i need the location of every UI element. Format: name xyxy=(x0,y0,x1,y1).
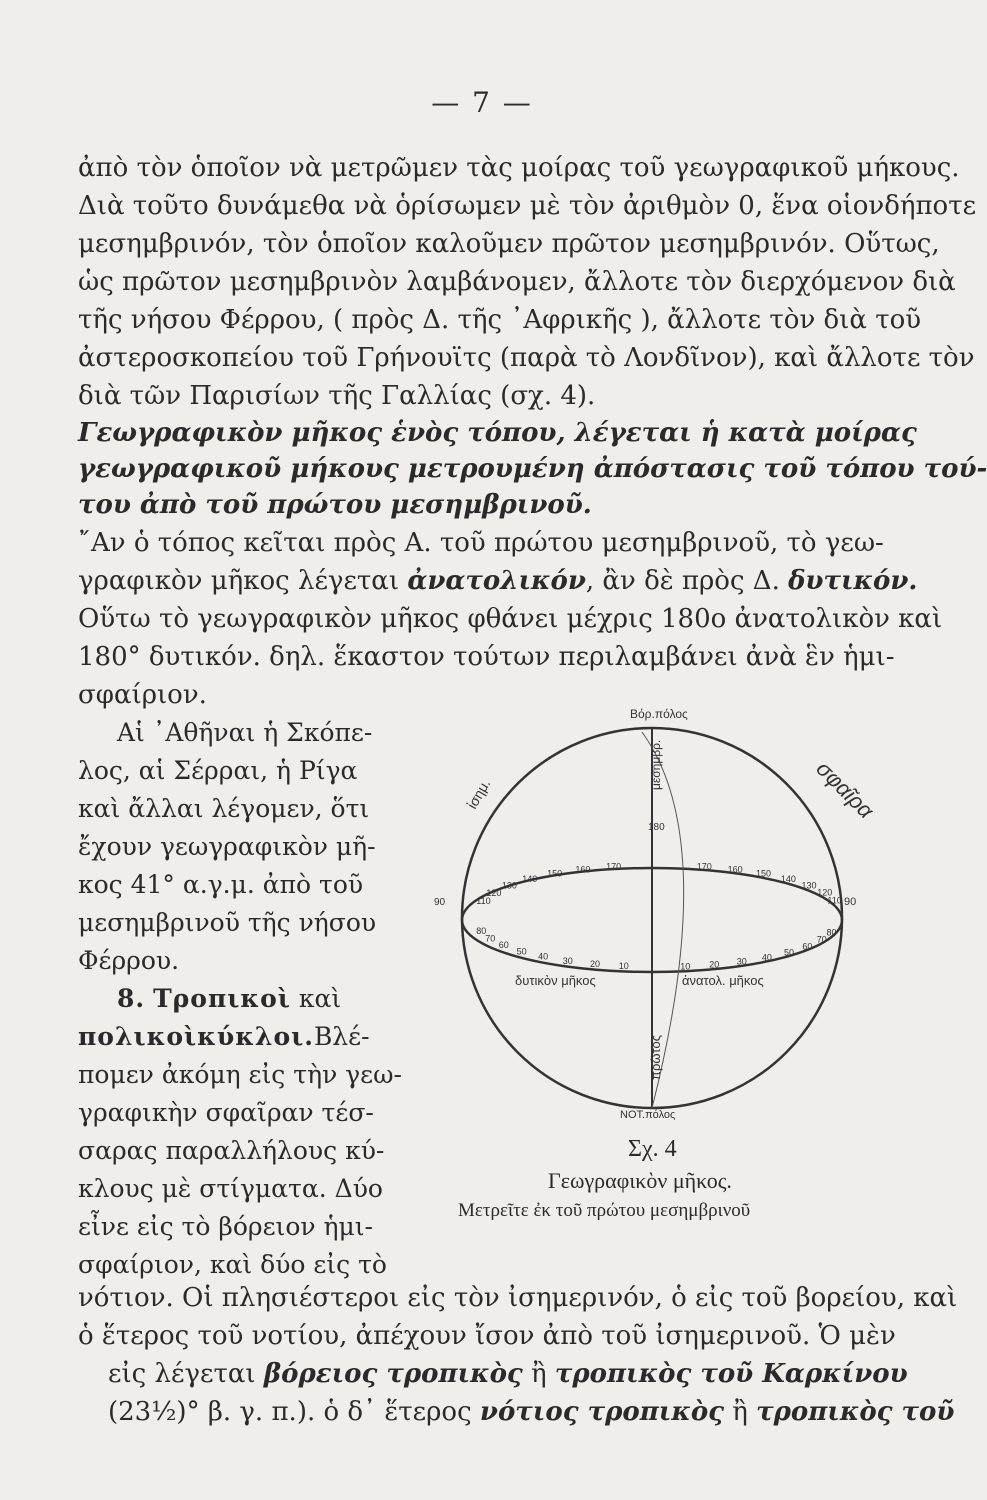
text-line: γραφικὸν μῆκος λέγεται ἀνατολικόν, ἂν δὲ πρὸς Δ. δυτικόν. xyxy=(78,566,918,596)
deg-90-right: 90 xyxy=(844,896,857,908)
text-line: ἀστεροσκοπείου τοῦ Γρήνουϊτς (παρὰ τὸ Λονδῖνον), καὶ ἄλλοτε τὸν xyxy=(78,343,975,373)
deg-180: 180 xyxy=(648,822,665,833)
degree-label: 80 xyxy=(826,927,837,938)
figure-subtitle: Μετρεῖτε ἐκ τοῦ πρώτου μεσημβρινοῦ xyxy=(458,1200,751,1221)
page-number: — 7 — xyxy=(431,86,533,119)
text-line: ῎Αν ὁ τόπος κεῖται πρὸς Α. τοῦ πρώτου μεσημβρινοῦ, τὸ γεω- xyxy=(78,528,884,558)
section-heading-line2: πολικοὶκύκλοι.Βλέ- xyxy=(78,1022,370,1051)
narrow-line: σφαίριον, καὶ δύο εἰς τὸ xyxy=(78,1250,387,1279)
degree-label: 40 xyxy=(761,952,772,963)
figure-title: Γεωγραφικὸν μῆκος. xyxy=(548,1168,732,1193)
degree-label: 30 xyxy=(562,956,573,966)
degree-label: 120 xyxy=(486,888,502,898)
text-line: μεσημβρινόν, τὸν ὁποῖον καλοῦμεν πρῶτον μεσημβρινόν. Οὕτως, xyxy=(78,229,940,259)
sphere-label: σφαῖρα xyxy=(811,755,879,824)
degree-label: 160 xyxy=(575,864,591,875)
degree-label: 40 xyxy=(538,951,549,962)
text-line: ὁ ἕτερος τοῦ νοτίου, ἀπέχουν ἴσον ἀπὸ τοῦ ἰσημερινοῦ. Ὁ μὲν xyxy=(78,1321,896,1351)
degree-label: 110 xyxy=(476,896,491,906)
narrow-line: σαρας παραλλήλους κύ- xyxy=(78,1136,385,1165)
degree-label: 70 xyxy=(816,934,827,945)
isemerinos-label: ἰσημ. xyxy=(463,776,494,812)
narrow-line: Αἱ ᾿Αθῆναι ἡ Σκόπε- xyxy=(117,718,373,747)
text-line: Διὰ τοῦτο δυνάμεθα νὰ ὁρίσωμεν μὲ τὸν ἀριθμὸν 0, ἕνα οἱονδήποτε xyxy=(78,191,977,221)
degree-label: 80 xyxy=(476,926,487,936)
text-line: (23½)° β. γ. π.). ὁ δ᾿ ἕτερος νότιος τροπικὸς ἢ τροπικὸς τοῦ xyxy=(108,1397,955,1427)
meridian-top-label: μεσημβρ. xyxy=(649,739,663,790)
text-line: τῆς νήσου Φέρρου, ( πρὸς Δ. τῆς ᾿Αφρικῆς ), ἄλλοτε τὸν διὰ τοῦ xyxy=(78,305,922,335)
narrow-line: Φέρρου. xyxy=(78,946,180,975)
sphere-figure xyxy=(420,690,880,1121)
definition-line: Γεωγραφικὸν μῆκος ἑνὸς τόπου, λέγεται ἡ κατὰ μοίρας xyxy=(78,418,917,448)
narrow-line: κος 41° α.γ.μ. ἀπὸ τοῦ xyxy=(78,870,364,899)
deg-90-left: 90 xyxy=(434,897,446,908)
text-line: νότιον. Οἱ πλησιέστεροι εἰς τὸν ἰσημερινόν, ὁ εἰς τοῦ βορείου, καὶ xyxy=(78,1283,958,1313)
degree-label: 10 xyxy=(680,961,691,972)
degree-label: 60 xyxy=(498,940,509,951)
degree-label: 130 xyxy=(501,880,517,891)
degree-label: 120 xyxy=(817,887,833,898)
degree-label: 150 xyxy=(547,868,563,879)
east-label: ἀνατολ. μῆκος xyxy=(682,973,764,988)
degree-label: 60 xyxy=(802,941,813,952)
figure-number: Σχ. 4 xyxy=(628,1136,677,1162)
degree-label: 50 xyxy=(516,946,527,957)
degree-label: 170 xyxy=(696,861,712,872)
text-line: σφαίριον. xyxy=(78,680,207,710)
degree-label: 160 xyxy=(727,864,743,875)
narrow-line: γραφικὴν σφαῖραν τέσ- xyxy=(78,1098,374,1127)
degree-labels xyxy=(476,861,841,971)
south-pole-label: ΝΟΤ.πόλος xyxy=(620,1109,676,1121)
degree-label: 30 xyxy=(736,956,747,967)
degree-label: 10 xyxy=(618,961,629,972)
north-pole-label: Βόρ.πόλος xyxy=(630,707,688,721)
text-line: Οὕτω τὸ γεωγραφικὸν μῆκος φθάνει μέχρις 180ο ἀνατολικὸν καὶ xyxy=(78,604,943,634)
degree-label: 110 xyxy=(827,895,842,906)
section-heading: 8. Τροπικοὶ καὶ xyxy=(117,984,342,1013)
degree-label: 50 xyxy=(784,947,795,958)
narrow-line: εἶνε εἰς τὸ βόρειον ἡμι- xyxy=(78,1212,374,1241)
meridian-bottom-label: πρῶτος xyxy=(648,1035,663,1080)
degree-label: 170 xyxy=(606,861,622,872)
narrow-line: καὶ ἄλλαι λέγομεν, ὅτι xyxy=(78,794,370,823)
degree-label: 20 xyxy=(590,959,601,970)
text-line: εἰς λέγεται βόρειος τροπικὸς ἢ τροπικὸς τοῦ Καρκίνου xyxy=(108,1359,908,1389)
text-line: διὰ τῶν Παρισίων τῆς Γαλλίας (σχ. 4). xyxy=(78,381,596,411)
degree-label: 140 xyxy=(522,874,538,885)
text-line: ἀπὸ τὸν ὁποῖον νὰ μετρῶμεν τὰς μοίρας τοῦ γεωγραφικοῦ μήκους. xyxy=(78,153,960,183)
narrow-line: πομεν ἀκόμη εἰς τὴν γεω- xyxy=(78,1060,402,1089)
west-label: δυτικὸν μῆκος xyxy=(515,973,596,988)
text-line: ὡς πρῶτον μεσημβρινὸν λαμβάνομεν, ἄλλοτε τὸν διερχόμενον διὰ xyxy=(78,267,956,297)
degree-label: 70 xyxy=(485,933,496,944)
narrow-line: μεσημβρινοῦ τῆς νήσου xyxy=(78,908,377,937)
narrow-line: κλους μὲ στίγματα. Δύο xyxy=(78,1174,383,1203)
definition-line: του ἀπὸ τοῦ πρώτου μεσημβρινοῦ. xyxy=(78,490,592,520)
degree-label: 20 xyxy=(709,959,720,970)
narrow-line: λος, αἱ Σέρραι, ἡ Ρίγα xyxy=(78,756,358,785)
degree-label: 140 xyxy=(780,873,796,884)
narrow-line: ἔχουν γεωγραφικὸν μῆ- xyxy=(78,832,376,861)
degree-label: 130 xyxy=(801,880,817,891)
definition-line: γεωγραφικοῦ μήκους μετρουμένη ἀπόστασις τοῦ τόπου τού- xyxy=(78,454,987,484)
text-line: 180° δυτικόν. δηλ. ἕκαστον τούτων περιλαμβάνει ἀνὰ ἓν ἡμι- xyxy=(78,642,895,672)
degree-label: 150 xyxy=(756,868,772,879)
